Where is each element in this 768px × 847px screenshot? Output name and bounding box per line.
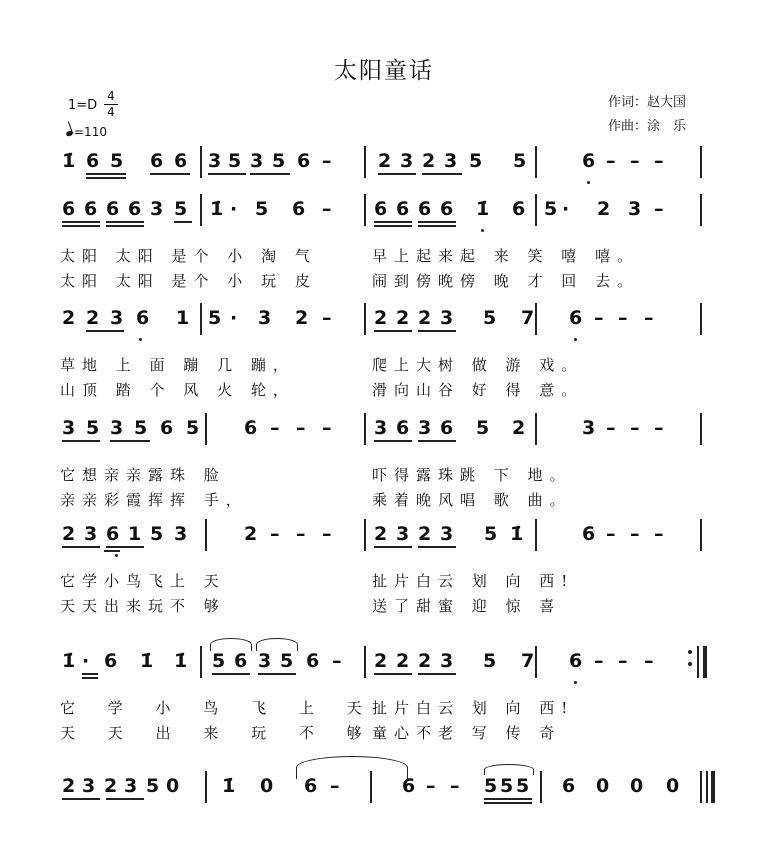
note-digit: 3 — [250, 150, 264, 172]
dash-note: – — [322, 150, 332, 172]
note-digit: 5 — [174, 198, 188, 220]
bar-line — [364, 646, 366, 678]
composer-credit: 作曲：涂 乐 — [608, 119, 687, 134]
lyric-phrase: 它 学 小 鸟 飞 上 天 — [60, 699, 376, 717]
note-digit: 6 — [160, 417, 174, 439]
note-digit: 2 — [418, 307, 432, 329]
bar-line — [364, 146, 366, 178]
note-digit: 6 — [292, 198, 306, 220]
double-beam-underline — [62, 225, 100, 227]
note-digit: 5 — [513, 150, 527, 172]
note-digit: 7 — [521, 650, 535, 672]
note-digit: 5 — [134, 417, 148, 439]
dash-note: – — [630, 523, 640, 545]
dash-note: – — [322, 523, 332, 545]
note-digit: 1̇ — [210, 198, 224, 220]
note-digit: 6 — [104, 650, 118, 672]
note-digit: 2 — [295, 307, 309, 329]
beam-underline — [82, 673, 98, 675]
bar-line — [700, 146, 702, 178]
note-digit: 2 — [62, 775, 76, 797]
lyric-phrase: 天天出来玩不 够 — [60, 597, 226, 615]
note-digit: 3 — [374, 417, 388, 439]
dash-note: – — [270, 417, 280, 439]
beam-underline — [378, 173, 416, 175]
dash-note: – — [630, 150, 640, 172]
note-digit: 3 — [444, 150, 458, 172]
beam-underline — [110, 440, 150, 442]
dash-note: – — [654, 198, 664, 220]
note-digit: 6 — [150, 150, 164, 172]
note-digit: 5 — [484, 523, 498, 545]
note-digit: 6 — [86, 150, 100, 172]
dash-note: – — [644, 650, 654, 672]
note-digit: 2 — [86, 307, 100, 329]
lyric-phrase: 童心不老 写 传 奇 — [372, 724, 562, 742]
beam-underline — [250, 173, 290, 175]
bar-line — [700, 519, 702, 551]
dash-note: – — [630, 417, 640, 439]
note-digit: 3 — [258, 307, 272, 329]
note-digit: 2 — [378, 150, 392, 172]
repeat-dot — [688, 650, 692, 654]
end-bar-line — [706, 771, 708, 803]
lyric-phrase: 草地 上 面 蹦 几 蹦， — [60, 356, 295, 374]
note-digit: 2 — [396, 650, 410, 672]
tempo-marking — [66, 125, 107, 139]
note-digit: 6 — [136, 307, 150, 329]
beam-underline — [418, 221, 456, 223]
note-digit: 5 — [483, 650, 497, 672]
end-bar-line — [711, 771, 715, 803]
note-digit: 0 — [596, 775, 610, 797]
end-bar-line — [703, 646, 707, 678]
note-digit: 6 — [62, 198, 76, 220]
note-digit: 3 — [396, 523, 410, 545]
dash-note: – — [594, 650, 604, 672]
slur-arc — [210, 638, 252, 651]
note-digit: 5 — [255, 198, 269, 220]
note-digit: 3 — [628, 198, 642, 220]
note-digit: 6 — [306, 650, 320, 672]
note-digit: 5 — [228, 150, 242, 172]
double-beam-underline — [86, 177, 126, 179]
note-digit: 2 — [418, 523, 432, 545]
beam-underline — [418, 330, 456, 332]
note-digit: 6 — [569, 307, 583, 329]
lyric-phrase: 山顶 踏 个 风 火 轮， — [60, 381, 295, 399]
note-digit: 0 — [630, 775, 644, 797]
lyric-phrase: 天 天 出 来 玩 不 够 — [60, 724, 376, 742]
note-digit: 3 — [124, 775, 138, 797]
note-digit: 5 — [483, 307, 497, 329]
lyric-phrase: 滑向山谷 好 得 意。 — [372, 381, 584, 399]
beam-underline — [374, 330, 412, 332]
lyric-phrase: 太阳 太阳 是个 小 玩 皮 — [60, 272, 317, 290]
note-digit: 6 — [128, 198, 142, 220]
note-digit: 1̇ — [62, 150, 76, 172]
note-digit: 6 — [582, 150, 596, 172]
bar-line — [200, 303, 202, 335]
slur-arc — [256, 638, 298, 651]
low-octave-dot — [115, 554, 118, 557]
note-digit: 6 — [174, 150, 188, 172]
beam-underline — [106, 546, 144, 548]
note-digit: 7 — [521, 307, 535, 329]
note-digit: 5 — [86, 417, 100, 439]
note-digit: 2 — [396, 307, 410, 329]
dash-note: – — [606, 523, 616, 545]
note-digit: 3 — [208, 150, 222, 172]
beam-underline — [62, 221, 100, 223]
bar-line — [200, 194, 202, 226]
note-digit: 3 — [82, 775, 96, 797]
beam-underline — [258, 673, 296, 675]
beam-underline — [106, 798, 144, 800]
bar-line — [364, 194, 366, 226]
beam-underline — [374, 221, 412, 223]
note-digit: 5 — [150, 523, 164, 545]
note-digit: 3 — [582, 417, 596, 439]
note-digit: 6 — [440, 198, 454, 220]
note-digit: 6 — [440, 417, 454, 439]
key-signature: 1=D — [68, 98, 98, 113]
bar-line — [205, 771, 207, 803]
note-digit: 3 — [440, 523, 454, 545]
bar-line — [535, 194, 537, 226]
note-digit: 1̇ — [476, 198, 490, 220]
dash-note: – — [654, 417, 664, 439]
lyric-phrase: 爬上大树 做 游 戏。 — [372, 356, 584, 374]
dash-note: – — [606, 150, 616, 172]
beam-underline — [418, 546, 456, 548]
time-signature — [104, 90, 118, 119]
note-digit: 5 — [500, 775, 514, 797]
beam-underline — [86, 330, 124, 332]
beam-underline — [418, 673, 456, 675]
beam-underline — [422, 173, 462, 175]
lyric-phrase: 闹到傍晚傍 晚 才 回 去。 — [372, 272, 640, 290]
low-octave-dot — [481, 229, 484, 232]
lyric-phrase: 扯片白云 划 向 西! — [372, 572, 575, 590]
bar-line — [364, 303, 366, 335]
bar-line — [535, 646, 537, 678]
note-digit: 6 — [106, 523, 120, 545]
beam-underline — [374, 546, 412, 548]
note-digit: 0 — [166, 775, 180, 797]
note-digit: 1̇ — [510, 523, 524, 545]
bar-line — [700, 194, 702, 226]
note-digit: 6 — [569, 650, 583, 672]
note-digit: 5 — [212, 650, 226, 672]
dash-note: – — [450, 775, 460, 797]
end-bar-line — [697, 646, 699, 678]
dash-note: – — [322, 198, 332, 220]
note-digit: 3 — [62, 417, 76, 439]
lyric-phrase: 送了甜蜜 迎 惊 喜 — [372, 597, 562, 615]
low-octave-dot — [574, 681, 577, 684]
dash-note: – — [618, 650, 628, 672]
note-digit: 5 — [469, 150, 483, 172]
note-digit: 2 — [62, 523, 76, 545]
note-digit: 6 — [512, 198, 526, 220]
dash-note: – — [322, 307, 332, 329]
low-octave-dot — [587, 181, 590, 184]
note-digit: 1̇ — [222, 775, 236, 797]
dash-note: – — [330, 775, 340, 797]
bar-line — [700, 303, 702, 335]
note-digit: 2 — [418, 650, 432, 672]
note-digit: 3 — [84, 523, 98, 545]
note-digit: 3 — [174, 523, 188, 545]
note-digit: 1 — [176, 307, 190, 329]
beam-underline — [62, 546, 100, 548]
beam-underline — [62, 440, 100, 442]
note-digit: 1̇ — [62, 650, 76, 672]
note-digit: 5 — [476, 417, 490, 439]
dash-note: – — [332, 650, 342, 672]
note-digit: 6 — [418, 198, 432, 220]
lyric-phrase: 早上起来起 来 笑 嘻 嘻。 — [372, 247, 640, 265]
note-digit: 2 — [512, 417, 526, 439]
lyric-phrase: 吓得露珠跳 下 地。 — [372, 466, 572, 484]
double-beam-underline — [104, 550, 120, 552]
note-digit: 6 — [234, 650, 248, 672]
dash-note: – — [296, 417, 306, 439]
note-digit: 3 — [110, 307, 124, 329]
beam-underline — [374, 673, 412, 675]
slur-arc — [296, 756, 408, 779]
tempo-value: =110 — [74, 125, 107, 139]
dash-note: – — [322, 417, 332, 439]
double-beam-underline — [418, 225, 456, 227]
dash-note: – — [654, 150, 664, 172]
double-beam-underline — [106, 225, 144, 227]
dash-note: – — [594, 307, 604, 329]
dash-note: – — [296, 523, 306, 545]
note-digit: 3 — [400, 150, 414, 172]
bar-line — [700, 771, 702, 803]
note-digit: 1 — [128, 523, 142, 545]
note-digit: 2 — [374, 307, 388, 329]
augmentation-dot: · — [562, 198, 570, 220]
beam-underline — [418, 440, 456, 442]
note-digit: 5 — [186, 417, 200, 439]
note-digit: 5 — [146, 775, 160, 797]
bar-line — [364, 413, 366, 445]
bar-line — [200, 646, 202, 678]
note-digit: 3 — [440, 307, 454, 329]
note-digit: 5 — [272, 150, 286, 172]
page-cutoff — [0, 812, 768, 847]
note-digit: 6 — [396, 198, 410, 220]
time-signature-bottom: 4 — [107, 105, 115, 119]
note-digit: 5 — [544, 198, 558, 220]
bar-line — [205, 519, 207, 551]
dash-note: – — [654, 523, 664, 545]
dash-note: – — [618, 307, 628, 329]
bar-line — [364, 519, 366, 551]
note-digit: 5 — [484, 775, 498, 797]
note-digit: 6 — [244, 417, 258, 439]
note-digit: 5 — [280, 650, 294, 672]
note-digit: 0 — [666, 775, 680, 797]
bar-line — [535, 303, 537, 335]
note-digit: 3 — [258, 650, 272, 672]
dash-note: – — [426, 775, 436, 797]
note-digit: 6 — [304, 775, 318, 797]
beam-underline — [62, 798, 100, 800]
note-digit: 6 — [297, 150, 311, 172]
bar-line — [200, 146, 202, 178]
lyric-phrase: 亲亲彩霞挥挥 手， — [60, 491, 248, 509]
note-digit: 1̇ — [174, 650, 188, 672]
note-digit: 2 — [374, 523, 388, 545]
note-digit: 6 — [106, 198, 120, 220]
repeat-dot — [688, 662, 692, 666]
augmentation-dot: · — [230, 198, 238, 220]
augmentation-dot: · — [82, 650, 90, 672]
beam-underline — [212, 673, 250, 675]
bar-line — [535, 413, 537, 445]
note-digit: 1̇ — [140, 650, 154, 672]
slur-arc — [484, 764, 534, 775]
beam-underline — [106, 221, 144, 223]
note-digit: 2 — [244, 523, 258, 545]
note-digit: 5 — [208, 307, 222, 329]
beam-underline — [374, 440, 412, 442]
lyric-phrase: 它想亲亲露珠 脸 — [60, 466, 226, 484]
note-digit: 6 — [402, 775, 416, 797]
lyricist-credit: 作词：赵大国 — [608, 95, 687, 110]
note-digit: 6 — [84, 198, 98, 220]
quarter-note-icon — [65, 130, 73, 137]
note-digit: 6 — [582, 523, 596, 545]
note-digit: 2 — [597, 198, 611, 220]
beam-underline — [150, 173, 190, 175]
note-digit: 0 — [260, 775, 274, 797]
note-digit: 3 — [418, 417, 432, 439]
lyric-phrase: 扯片白云 划 向 西! — [372, 699, 575, 717]
note-digit: 6 — [562, 775, 576, 797]
dash-note: – — [606, 417, 616, 439]
note-digit: 6 — [396, 417, 410, 439]
note-digit: 5 — [110, 150, 124, 172]
note-digit: 3 — [440, 650, 454, 672]
lyric-phrase: 太阳 太阳 是个 小 淘 气 — [60, 247, 317, 265]
double-beam-underline — [484, 802, 532, 804]
bar-line — [535, 146, 537, 178]
beam-underline — [484, 798, 532, 800]
augmentation-dot: · — [230, 307, 238, 329]
lyric-phrase: 它学小鸟飞上 天 — [60, 572, 226, 590]
note-digit: 6 — [374, 198, 388, 220]
beam-underline — [86, 173, 126, 175]
note-digit: 2 — [104, 775, 118, 797]
note-digit: 3 — [110, 417, 124, 439]
dash-note: – — [644, 307, 654, 329]
low-octave-dot — [139, 338, 142, 341]
note-digit: 3 — [150, 198, 164, 220]
beam-underline — [174, 221, 192, 223]
beam-underline — [208, 173, 246, 175]
bar-line — [535, 519, 537, 551]
time-signature-top: 4 — [107, 89, 115, 103]
low-octave-dot — [574, 338, 577, 341]
double-beam-underline — [374, 225, 412, 227]
note-digit: 2 — [374, 650, 388, 672]
note-digit: 2 — [62, 307, 76, 329]
bar-line — [205, 413, 207, 445]
song-title: 太阳童话 — [334, 58, 434, 84]
bar-line — [700, 413, 702, 445]
double-beam-underline — [82, 677, 98, 679]
bar-line — [540, 771, 542, 803]
note-digit: 5 — [516, 775, 530, 797]
dash-note: – — [270, 523, 280, 545]
lyric-phrase: 乘着晚风唱 歌 曲。 — [372, 491, 572, 509]
note-digit: 2 — [422, 150, 436, 172]
